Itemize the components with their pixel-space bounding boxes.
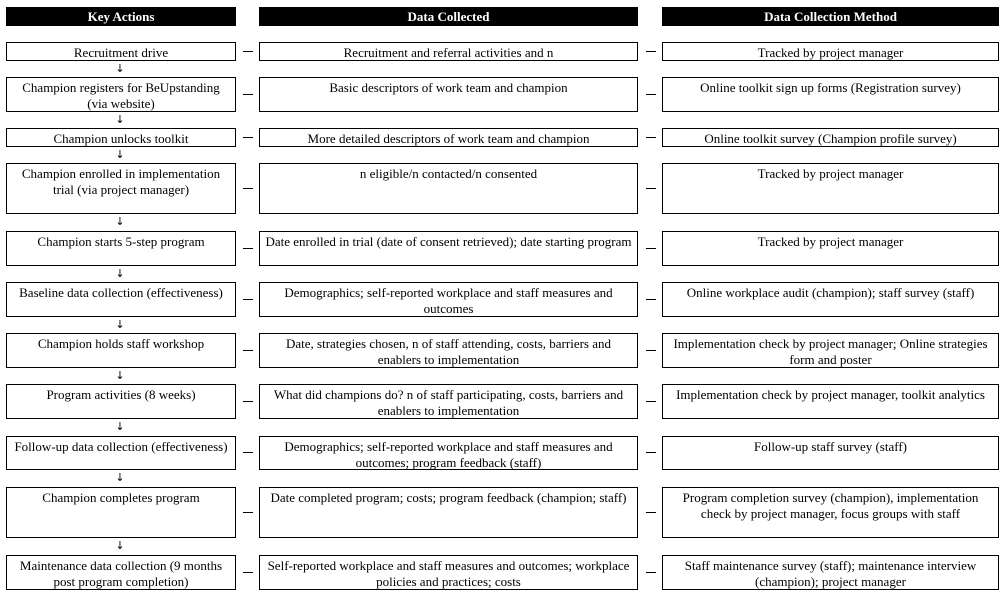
action-box-maintenance: Maintenance data collection (9 months post program completion) bbox=[6, 555, 236, 590]
action-box-unlocks: Champion unlocks toolkit bbox=[6, 128, 236, 147]
data-box-starts: Date enrolled in trial (date of consent retrieved); date starting program bbox=[259, 231, 638, 266]
action-box-recruitment: Recruitment drive bbox=[6, 42, 236, 61]
action-box-workshop: Champion holds staff workshop bbox=[6, 333, 236, 368]
method-box-recruitment: Tracked by project manager bbox=[662, 42, 999, 61]
connector-dash bbox=[646, 452, 656, 453]
method-box-starts: Tracked by project manager bbox=[662, 231, 999, 266]
connector-dash bbox=[243, 137, 253, 138]
connector-dash bbox=[243, 452, 253, 453]
method-box-activities: Implementation check by project manager, toolkit analytics bbox=[662, 384, 999, 419]
method-box-unlocks: Online toolkit survey (Champion profile survey) bbox=[662, 128, 999, 147]
connector-dash bbox=[243, 512, 253, 513]
down-arrow-icon: ↓ bbox=[115, 148, 125, 161]
connector-dash bbox=[243, 572, 253, 573]
connector-dash bbox=[243, 188, 253, 189]
action-box-completes: Champion completes program bbox=[6, 487, 236, 538]
data-box-enrolled: n eligible/n contacted/n consented bbox=[259, 163, 638, 214]
down-arrow-icon: ↓ bbox=[115, 62, 125, 75]
connector-dash bbox=[243, 350, 253, 351]
connector-dash bbox=[243, 299, 253, 300]
data-box-baseline: Demographics; self-reported workplace and staff measures and outcomes bbox=[259, 282, 638, 317]
connector-dash bbox=[646, 299, 656, 300]
action-box-followup: Follow-up data collection (effectiveness) bbox=[6, 436, 236, 470]
header-data-collected: Data Collected bbox=[259, 7, 638, 26]
connector-dash bbox=[646, 51, 656, 52]
connector-dash bbox=[646, 248, 656, 249]
down-arrow-icon: ↓ bbox=[115, 420, 125, 433]
connector-dash bbox=[646, 512, 656, 513]
method-box-workshop: Implementation check by project manager; Online strategies form and poster bbox=[662, 333, 999, 368]
down-arrow-icon: ↓ bbox=[115, 369, 125, 382]
action-box-baseline: Baseline data collection (effectiveness) bbox=[6, 282, 236, 317]
method-box-maintenance: Staff maintenance survey (staff); maintenance interview (champion); project manager bbox=[662, 555, 999, 590]
method-box-baseline: Online workplace audit (champion); staff survey (staff) bbox=[662, 282, 999, 317]
down-arrow-icon: ↓ bbox=[115, 267, 125, 280]
action-box-enrolled: Champion enrolled in implementation trial (via project manager) bbox=[6, 163, 236, 214]
connector-dash bbox=[646, 401, 656, 402]
down-arrow-icon: ↓ bbox=[115, 539, 125, 552]
data-box-activities: What did champions do? n of staff participating, costs, barriers and enablers to implementation bbox=[259, 384, 638, 419]
data-box-registers: Basic descriptors of work team and champion bbox=[259, 77, 638, 112]
data-box-workshop: Date, strategies chosen, n of staff attending, costs, barriers and enablers to implementation bbox=[259, 333, 638, 368]
down-arrow-icon: ↓ bbox=[115, 471, 125, 484]
header-data-collection-method: Data Collection Method bbox=[662, 7, 999, 26]
connector-dash bbox=[243, 401, 253, 402]
connector-dash bbox=[646, 137, 656, 138]
method-box-completes: Program completion survey (champion), implementation check by project manager, focus groups with staff bbox=[662, 487, 999, 538]
connector-dash bbox=[243, 248, 253, 249]
action-box-activities: Program activities (8 weeks) bbox=[6, 384, 236, 419]
method-box-registers: Online toolkit sign up forms (Registration survey) bbox=[662, 77, 999, 112]
action-box-starts: Champion starts 5-step program bbox=[6, 231, 236, 266]
data-box-completes: Date completed program; costs; program feedback (champion; staff) bbox=[259, 487, 638, 538]
data-box-unlocks: More detailed descriptors of work team and champion bbox=[259, 128, 638, 147]
action-box-registers: Champion registers for BeUpstanding (via website) bbox=[6, 77, 236, 112]
header-key-actions: Key Actions bbox=[6, 7, 236, 26]
connector-dash bbox=[646, 572, 656, 573]
method-box-enrolled: Tracked by project manager bbox=[662, 163, 999, 214]
data-box-recruitment: Recruitment and referral activities and n bbox=[259, 42, 638, 61]
down-arrow-icon: ↓ bbox=[115, 215, 125, 228]
connector-dash bbox=[243, 94, 253, 95]
data-box-followup: Demographics; self-reported workplace and staff measures and outcomes; program feedback (staff) bbox=[259, 436, 638, 470]
connector-dash bbox=[646, 350, 656, 351]
down-arrow-icon: ↓ bbox=[115, 318, 125, 331]
down-arrow-icon: ↓ bbox=[115, 113, 125, 126]
connector-dash bbox=[646, 94, 656, 95]
connector-dash bbox=[243, 51, 253, 52]
data-box-maintenance: Self-reported workplace and staff measures and outcomes; workplace policies and practices; costs bbox=[259, 555, 638, 590]
method-box-followup: Follow-up staff survey (staff) bbox=[662, 436, 999, 470]
connector-dash bbox=[646, 188, 656, 189]
